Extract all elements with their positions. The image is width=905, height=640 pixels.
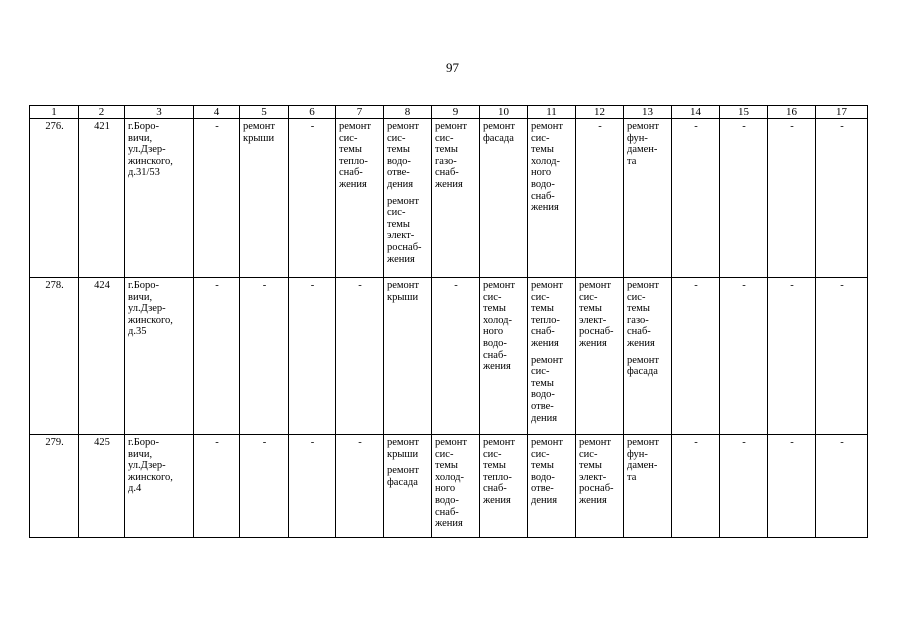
column-header: 15 <box>720 106 768 119</box>
cell-text: - <box>742 280 746 291</box>
table-cell <box>125 435 194 538</box>
table-cell <box>672 278 720 435</box>
cell-text: - <box>790 280 794 291</box>
table-cell <box>816 119 868 278</box>
cell-text: ремонт сис- темы холод- ного водо- снаб- жения <box>435 437 468 530</box>
table-cell <box>816 278 868 435</box>
cell-text: - <box>262 437 267 448</box>
table-cell <box>480 278 528 435</box>
table-cell <box>672 435 720 538</box>
cell-text: ремонт сис- темы элект- роснаб- жения <box>579 280 614 349</box>
table-cell <box>384 278 432 435</box>
table-cell <box>79 119 125 278</box>
cell-text: г.Боро- вичи, ул.Дзер- жинского, д.31/53 <box>128 121 173 179</box>
cell-text: - <box>694 437 698 448</box>
table-cell <box>432 435 480 538</box>
cell-text: - <box>840 280 844 291</box>
cell-text: ремонт сис- темы водо- отве- дения <box>387 121 420 190</box>
cell-text: ремонт крыши <box>387 280 420 303</box>
column-header: 5 <box>240 106 289 119</box>
cell-text: ремонт фун- дамен- та <box>627 437 660 483</box>
column-header: 17 <box>816 106 868 119</box>
table-cell <box>528 278 576 435</box>
cell-text: ремонт фасада <box>627 354 660 378</box>
table-cell <box>624 435 672 538</box>
table-cell <box>336 435 384 538</box>
cell-text: ремонт сис- темы тепло- снаб- жения <box>531 280 564 349</box>
column-header: 9 <box>432 106 480 119</box>
column-header: 7 <box>336 106 384 119</box>
table-cell <box>194 278 240 435</box>
table-cell <box>30 119 79 278</box>
cell-text: - <box>454 280 458 291</box>
table-cell <box>125 119 194 278</box>
cell-text: 278. <box>45 280 64 291</box>
column-header: 13 <box>624 106 672 119</box>
cell-text: ремонт крыши <box>387 437 420 460</box>
table-cell <box>384 435 432 538</box>
cell-text: - <box>790 121 794 132</box>
table-body <box>30 106 868 538</box>
page-number: 97 <box>446 60 459 75</box>
cell-text: ремонт сис- темы газо- снаб- жения <box>627 280 660 349</box>
column-header: 2 <box>79 106 125 119</box>
table-cell <box>720 278 768 435</box>
table-cell <box>289 119 336 278</box>
cell-text: 425 <box>94 437 110 448</box>
table-cell <box>384 119 432 278</box>
table-cell <box>336 119 384 278</box>
cell-text: - <box>310 437 315 448</box>
table-row <box>30 119 868 278</box>
column-header: 3 <box>125 106 194 119</box>
table-cell <box>768 435 816 538</box>
cell-text: ремонт фасада <box>387 465 420 488</box>
table-cell <box>672 119 720 278</box>
cell-text: - <box>840 121 844 132</box>
column-header: 14 <box>672 106 720 119</box>
cell-text: ремонт фун- дамен- та <box>627 121 660 167</box>
cell-text: - <box>742 437 746 448</box>
table-cell <box>624 119 672 278</box>
cell-text: ремонт сис- темы водо- отве- дения <box>531 354 564 424</box>
table-cell <box>30 278 79 435</box>
column-header: 1 <box>30 106 79 119</box>
table-cell <box>528 435 576 538</box>
column-header: 16 <box>768 106 816 119</box>
cell-text: - <box>840 437 844 448</box>
cell-text: ремонт сис- темы тепло- снаб- жения <box>483 437 516 506</box>
table-cell <box>576 278 624 435</box>
column-header: 4 <box>194 106 240 119</box>
table-cell <box>289 278 336 435</box>
cell-text: - <box>790 437 794 448</box>
table-cell <box>768 278 816 435</box>
table-row <box>30 435 868 538</box>
table-cell <box>125 278 194 435</box>
table-cell <box>720 119 768 278</box>
cell-text: - <box>358 437 362 448</box>
table-cell <box>816 435 868 538</box>
column-header: 8 <box>384 106 432 119</box>
column-header: 6 <box>289 106 336 119</box>
cell-text: ремонт сис- темы элект- роснаб- жения <box>579 437 614 506</box>
table-cell <box>336 278 384 435</box>
table-cell <box>240 278 289 435</box>
table-cell <box>480 435 528 538</box>
cell-text: ремонт сис- темы элект- роснаб- жения <box>387 195 422 265</box>
cell-text: ремонт сис- темы холод- ного водо- снаб- жения <box>483 280 516 373</box>
cell-text: ремонт крыши <box>243 121 276 144</box>
column-header: 12 <box>576 106 624 119</box>
table-cell <box>768 119 816 278</box>
table-cell <box>624 278 672 435</box>
cell-text: - <box>310 121 315 132</box>
cell-text: - <box>694 280 698 291</box>
cell-text: 421 <box>94 121 110 132</box>
cell-text: 279. <box>45 437 64 448</box>
cell-text: ремонт сис- темы тепло- снаб- жения <box>339 121 372 190</box>
table-cell <box>576 435 624 538</box>
table-cell <box>79 278 125 435</box>
header-row <box>30 106 868 119</box>
cell-text: - <box>310 280 315 291</box>
cell-text: ремонт сис- темы газо- снаб- жения <box>435 121 468 190</box>
cell-text: ремонт фасада <box>483 121 516 144</box>
cell-text: - <box>694 121 698 132</box>
cell-text: ремонт сис- темы водо- отве- дения <box>531 437 564 506</box>
column-header: 11 <box>528 106 576 119</box>
cell-text: - <box>215 121 219 132</box>
cell-text: - <box>215 437 219 448</box>
cell-text: ремонт сис- темы холод- ного водо- снаб- жения <box>531 121 564 214</box>
cell-text: г.Боро- вичи, ул.Дзер- жинского, д.4 <box>128 437 173 495</box>
table-cell <box>289 435 336 538</box>
cell-text: 424 <box>94 280 110 291</box>
cell-text: - <box>598 121 602 132</box>
cell-text: г.Боро- вичи, ул.Дзер- жинского, д.35 <box>128 280 173 338</box>
repair-schedule-table <box>29 105 868 538</box>
cell-text: - <box>742 121 746 132</box>
table-row <box>30 278 868 435</box>
table-cell <box>194 435 240 538</box>
table-cell <box>79 435 125 538</box>
table-cell <box>240 435 289 538</box>
table-cell <box>30 435 79 538</box>
cell-text: - <box>358 280 362 291</box>
table-cell <box>720 435 768 538</box>
cell-text: 276. <box>45 121 64 132</box>
cell-text: - <box>262 280 267 291</box>
cell-text: - <box>215 280 219 291</box>
table-cell <box>528 119 576 278</box>
table-cell <box>432 119 480 278</box>
table-cell <box>480 119 528 278</box>
table-cell <box>576 119 624 278</box>
table-cell <box>194 119 240 278</box>
table-cell <box>432 278 480 435</box>
column-header: 10 <box>480 106 528 119</box>
table-cell <box>240 119 289 278</box>
